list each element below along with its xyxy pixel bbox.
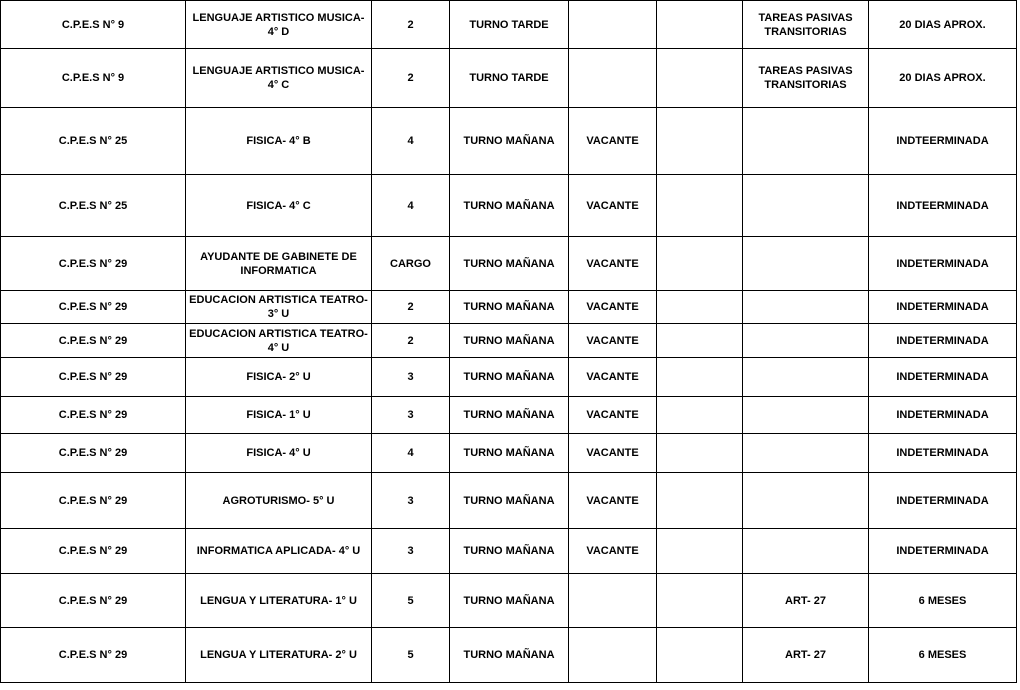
subject-cell[interactable]: LENGUA Y LITERATURA- 2° U bbox=[186, 628, 372, 683]
duration-cell[interactable]: INDETERMINADA bbox=[869, 434, 1017, 473]
table-row bbox=[1, 108, 1017, 175]
reason-cell[interactable] bbox=[743, 434, 869, 473]
hours-cell[interactable]: 3 bbox=[372, 529, 450, 574]
table-row bbox=[1, 397, 1017, 434]
table-row bbox=[1, 574, 1017, 628]
status-cell[interactable]: VACANTE bbox=[569, 291, 657, 324]
extra-cell[interactable] bbox=[657, 1, 743, 49]
status-cell[interactable] bbox=[569, 574, 657, 628]
duration-cell[interactable]: INDETERMINADA bbox=[869, 473, 1017, 529]
table-row bbox=[1, 434, 1017, 473]
subject-cell[interactable]: EDUCACION ARTISTICA TEATRO- 3° U bbox=[186, 291, 372, 324]
extra-cell[interactable] bbox=[657, 324, 743, 358]
reason-cell[interactable] bbox=[743, 175, 869, 237]
duration-cell[interactable]: 6 MESES bbox=[869, 628, 1017, 683]
status-cell[interactable] bbox=[569, 628, 657, 683]
school-cell[interactable]: C.P.E.S N° 25 bbox=[1, 108, 186, 175]
extra-cell[interactable] bbox=[657, 434, 743, 473]
hours-cell[interactable]: 3 bbox=[372, 397, 450, 434]
shift-cell[interactable]: TURNO TARDE bbox=[450, 1, 569, 49]
hours-cell[interactable]: 5 bbox=[372, 628, 450, 683]
hours-cell[interactable]: 3 bbox=[372, 473, 450, 529]
school-cell[interactable]: C.P.E.S N° 29 bbox=[1, 397, 186, 434]
duration-cell[interactable]: 6 MESES bbox=[869, 574, 1017, 628]
shift-cell[interactable]: TURNO MAÑANA bbox=[450, 529, 569, 574]
table-body bbox=[1, 1, 1017, 683]
reason-cell[interactable] bbox=[743, 473, 869, 529]
hours-cell[interactable]: 3 bbox=[372, 358, 450, 397]
table-row bbox=[1, 473, 1017, 529]
school-cell[interactable]: C.P.E.S N° 29 bbox=[1, 237, 186, 291]
school-cell[interactable]: C.P.E.S N° 25 bbox=[1, 175, 186, 237]
status-cell[interactable]: VACANTE bbox=[569, 108, 657, 175]
duration-cell[interactable]: 20 DIAS APROX. bbox=[869, 1, 1017, 49]
reason-cell[interactable] bbox=[743, 397, 869, 434]
status-cell[interactable]: VACANTE bbox=[569, 175, 657, 237]
hours-cell[interactable]: 4 bbox=[372, 175, 450, 237]
extra-cell[interactable] bbox=[657, 397, 743, 434]
duration-cell[interactable]: 20 DIAS APROX. bbox=[869, 49, 1017, 108]
subject-cell[interactable]: FISICA- 4° B bbox=[186, 108, 372, 175]
shift-cell[interactable]: TURNO MAÑANA bbox=[450, 291, 569, 324]
shift-cell[interactable]: TURNO MAÑANA bbox=[450, 473, 569, 529]
school-cell[interactable]: C.P.E.S N° 29 bbox=[1, 358, 186, 397]
subject-cell[interactable]: LENGUAJE ARTISTICO MUSICA- 4° D bbox=[186, 1, 372, 49]
extra-cell[interactable] bbox=[657, 49, 743, 108]
extra-cell[interactable] bbox=[657, 358, 743, 397]
reason-cell[interactable]: TAREAS PASIVAS TRANSITORIAS bbox=[743, 49, 869, 108]
reason-cell[interactable] bbox=[743, 108, 869, 175]
shift-cell[interactable]: TURNO MAÑANA bbox=[450, 324, 569, 358]
subject-cell[interactable]: FISICA- 1° U bbox=[186, 397, 372, 434]
shift-cell[interactable]: TURNO TARDE bbox=[450, 49, 569, 108]
status-cell[interactable]: VACANTE bbox=[569, 324, 657, 358]
subject-cell[interactable]: EDUCACION ARTISTICA TEATRO- 4° U bbox=[186, 324, 372, 358]
school-cell[interactable]: C.P.E.S N° 9 bbox=[1, 49, 186, 108]
shift-cell[interactable]: TURNO MAÑANA bbox=[450, 358, 569, 397]
extra-cell[interactable] bbox=[657, 108, 743, 175]
school-cell[interactable]: C.P.E.S N° 29 bbox=[1, 324, 186, 358]
hours-cell[interactable]: CARGO bbox=[372, 237, 450, 291]
table-row bbox=[1, 324, 1017, 358]
hours-cell[interactable]: 2 bbox=[372, 291, 450, 324]
status-cell[interactable] bbox=[569, 49, 657, 108]
subject-cell[interactable]: FISICA- 4° C bbox=[186, 175, 372, 237]
duration-cell[interactable]: INDTEERMINADA bbox=[869, 175, 1017, 237]
subject-cell[interactable]: FISICA- 4° U bbox=[186, 434, 372, 473]
reason-cell[interactable] bbox=[743, 358, 869, 397]
table-row bbox=[1, 237, 1017, 291]
reason-cell[interactable] bbox=[743, 324, 869, 358]
school-cell[interactable]: C.P.E.S N° 29 bbox=[1, 434, 186, 473]
reason-cell[interactable]: ART- 27 bbox=[743, 574, 869, 628]
shift-cell[interactable]: TURNO MAÑANA bbox=[450, 574, 569, 628]
hours-cell[interactable]: 5 bbox=[372, 574, 450, 628]
subject-cell[interactable]: INFORMATICA APLICADA- 4° U bbox=[186, 529, 372, 574]
school-cell[interactable]: C.P.E.S N° 29 bbox=[1, 529, 186, 574]
reason-cell[interactable] bbox=[743, 529, 869, 574]
table-row bbox=[1, 358, 1017, 397]
extra-cell[interactable] bbox=[657, 291, 743, 324]
reason-cell[interactable] bbox=[743, 291, 869, 324]
extra-cell[interactable] bbox=[657, 574, 743, 628]
subject-cell[interactable]: FISICA- 2° U bbox=[186, 358, 372, 397]
hours-cell[interactable]: 2 bbox=[372, 49, 450, 108]
shift-cell[interactable]: TURNO MAÑANA bbox=[450, 237, 569, 291]
table-row bbox=[1, 175, 1017, 237]
subject-cell[interactable]: AGROTURISMO- 5° U bbox=[186, 473, 372, 529]
duration-cell[interactable]: INDETERMINADA bbox=[869, 529, 1017, 574]
table-row bbox=[1, 529, 1017, 574]
duration-cell[interactable]: INDETERMINADA bbox=[869, 358, 1017, 397]
extra-cell[interactable] bbox=[657, 529, 743, 574]
shift-cell[interactable]: TURNO MAÑANA bbox=[450, 628, 569, 683]
status-cell[interactable] bbox=[569, 1, 657, 49]
extra-cell[interactable] bbox=[657, 473, 743, 529]
status-cell[interactable]: VACANTE bbox=[569, 237, 657, 291]
school-cell[interactable]: C.P.E.S N° 29 bbox=[1, 473, 186, 529]
table-row bbox=[1, 1, 1017, 49]
hours-cell[interactable]: 4 bbox=[372, 434, 450, 473]
reason-cell[interactable] bbox=[743, 237, 869, 291]
subject-cell[interactable]: LENGUA Y LITERATURA- 1° U bbox=[186, 574, 372, 628]
shift-cell[interactable]: TURNO MAÑANA bbox=[450, 434, 569, 473]
hours-cell[interactable]: 4 bbox=[372, 108, 450, 175]
shift-cell[interactable]: TURNO MAÑANA bbox=[450, 397, 569, 434]
status-cell[interactable]: VACANTE bbox=[569, 358, 657, 397]
duration-cell[interactable]: INDETERMINADA bbox=[869, 291, 1017, 324]
hours-cell[interactable]: 2 bbox=[372, 324, 450, 358]
table-row bbox=[1, 49, 1017, 108]
school-cell[interactable]: C.P.E.S N° 29 bbox=[1, 291, 186, 324]
extra-cell[interactable] bbox=[657, 628, 743, 683]
reason-cell[interactable]: ART- 27 bbox=[743, 628, 869, 683]
subject-cell[interactable]: AYUDANTE DE GABINETE DE INFORMATICA bbox=[186, 237, 372, 291]
reason-cell[interactable]: TAREAS PASIVAS TRANSITORIAS bbox=[743, 1, 869, 49]
status-cell[interactable]: VACANTE bbox=[569, 397, 657, 434]
school-cell[interactable]: C.P.E.S N° 9 bbox=[1, 1, 186, 49]
duration-cell[interactable]: INDETERMINADA bbox=[869, 237, 1017, 291]
subject-cell[interactable]: LENGUAJE ARTISTICO MUSICA- 4° C bbox=[186, 49, 372, 108]
table-row bbox=[1, 291, 1017, 324]
duration-cell[interactable]: INDTEERMINADA bbox=[869, 108, 1017, 175]
table-row bbox=[1, 628, 1017, 683]
school-cell[interactable]: C.P.E.S N° 29 bbox=[1, 628, 186, 683]
extra-cell[interactable] bbox=[657, 237, 743, 291]
shift-cell[interactable]: TURNO MAÑANA bbox=[450, 175, 569, 237]
hours-cell[interactable]: 2 bbox=[372, 1, 450, 49]
status-cell[interactable]: VACANTE bbox=[569, 434, 657, 473]
shift-cell[interactable]: TURNO MAÑANA bbox=[450, 108, 569, 175]
duration-cell[interactable]: INDETERMINADA bbox=[869, 324, 1017, 358]
status-cell[interactable]: VACANTE bbox=[569, 529, 657, 574]
status-cell[interactable]: VACANTE bbox=[569, 473, 657, 529]
duration-cell[interactable]: INDETERMINADA bbox=[869, 397, 1017, 434]
extra-cell[interactable] bbox=[657, 175, 743, 237]
school-cell[interactable]: C.P.E.S N° 29 bbox=[1, 574, 186, 628]
